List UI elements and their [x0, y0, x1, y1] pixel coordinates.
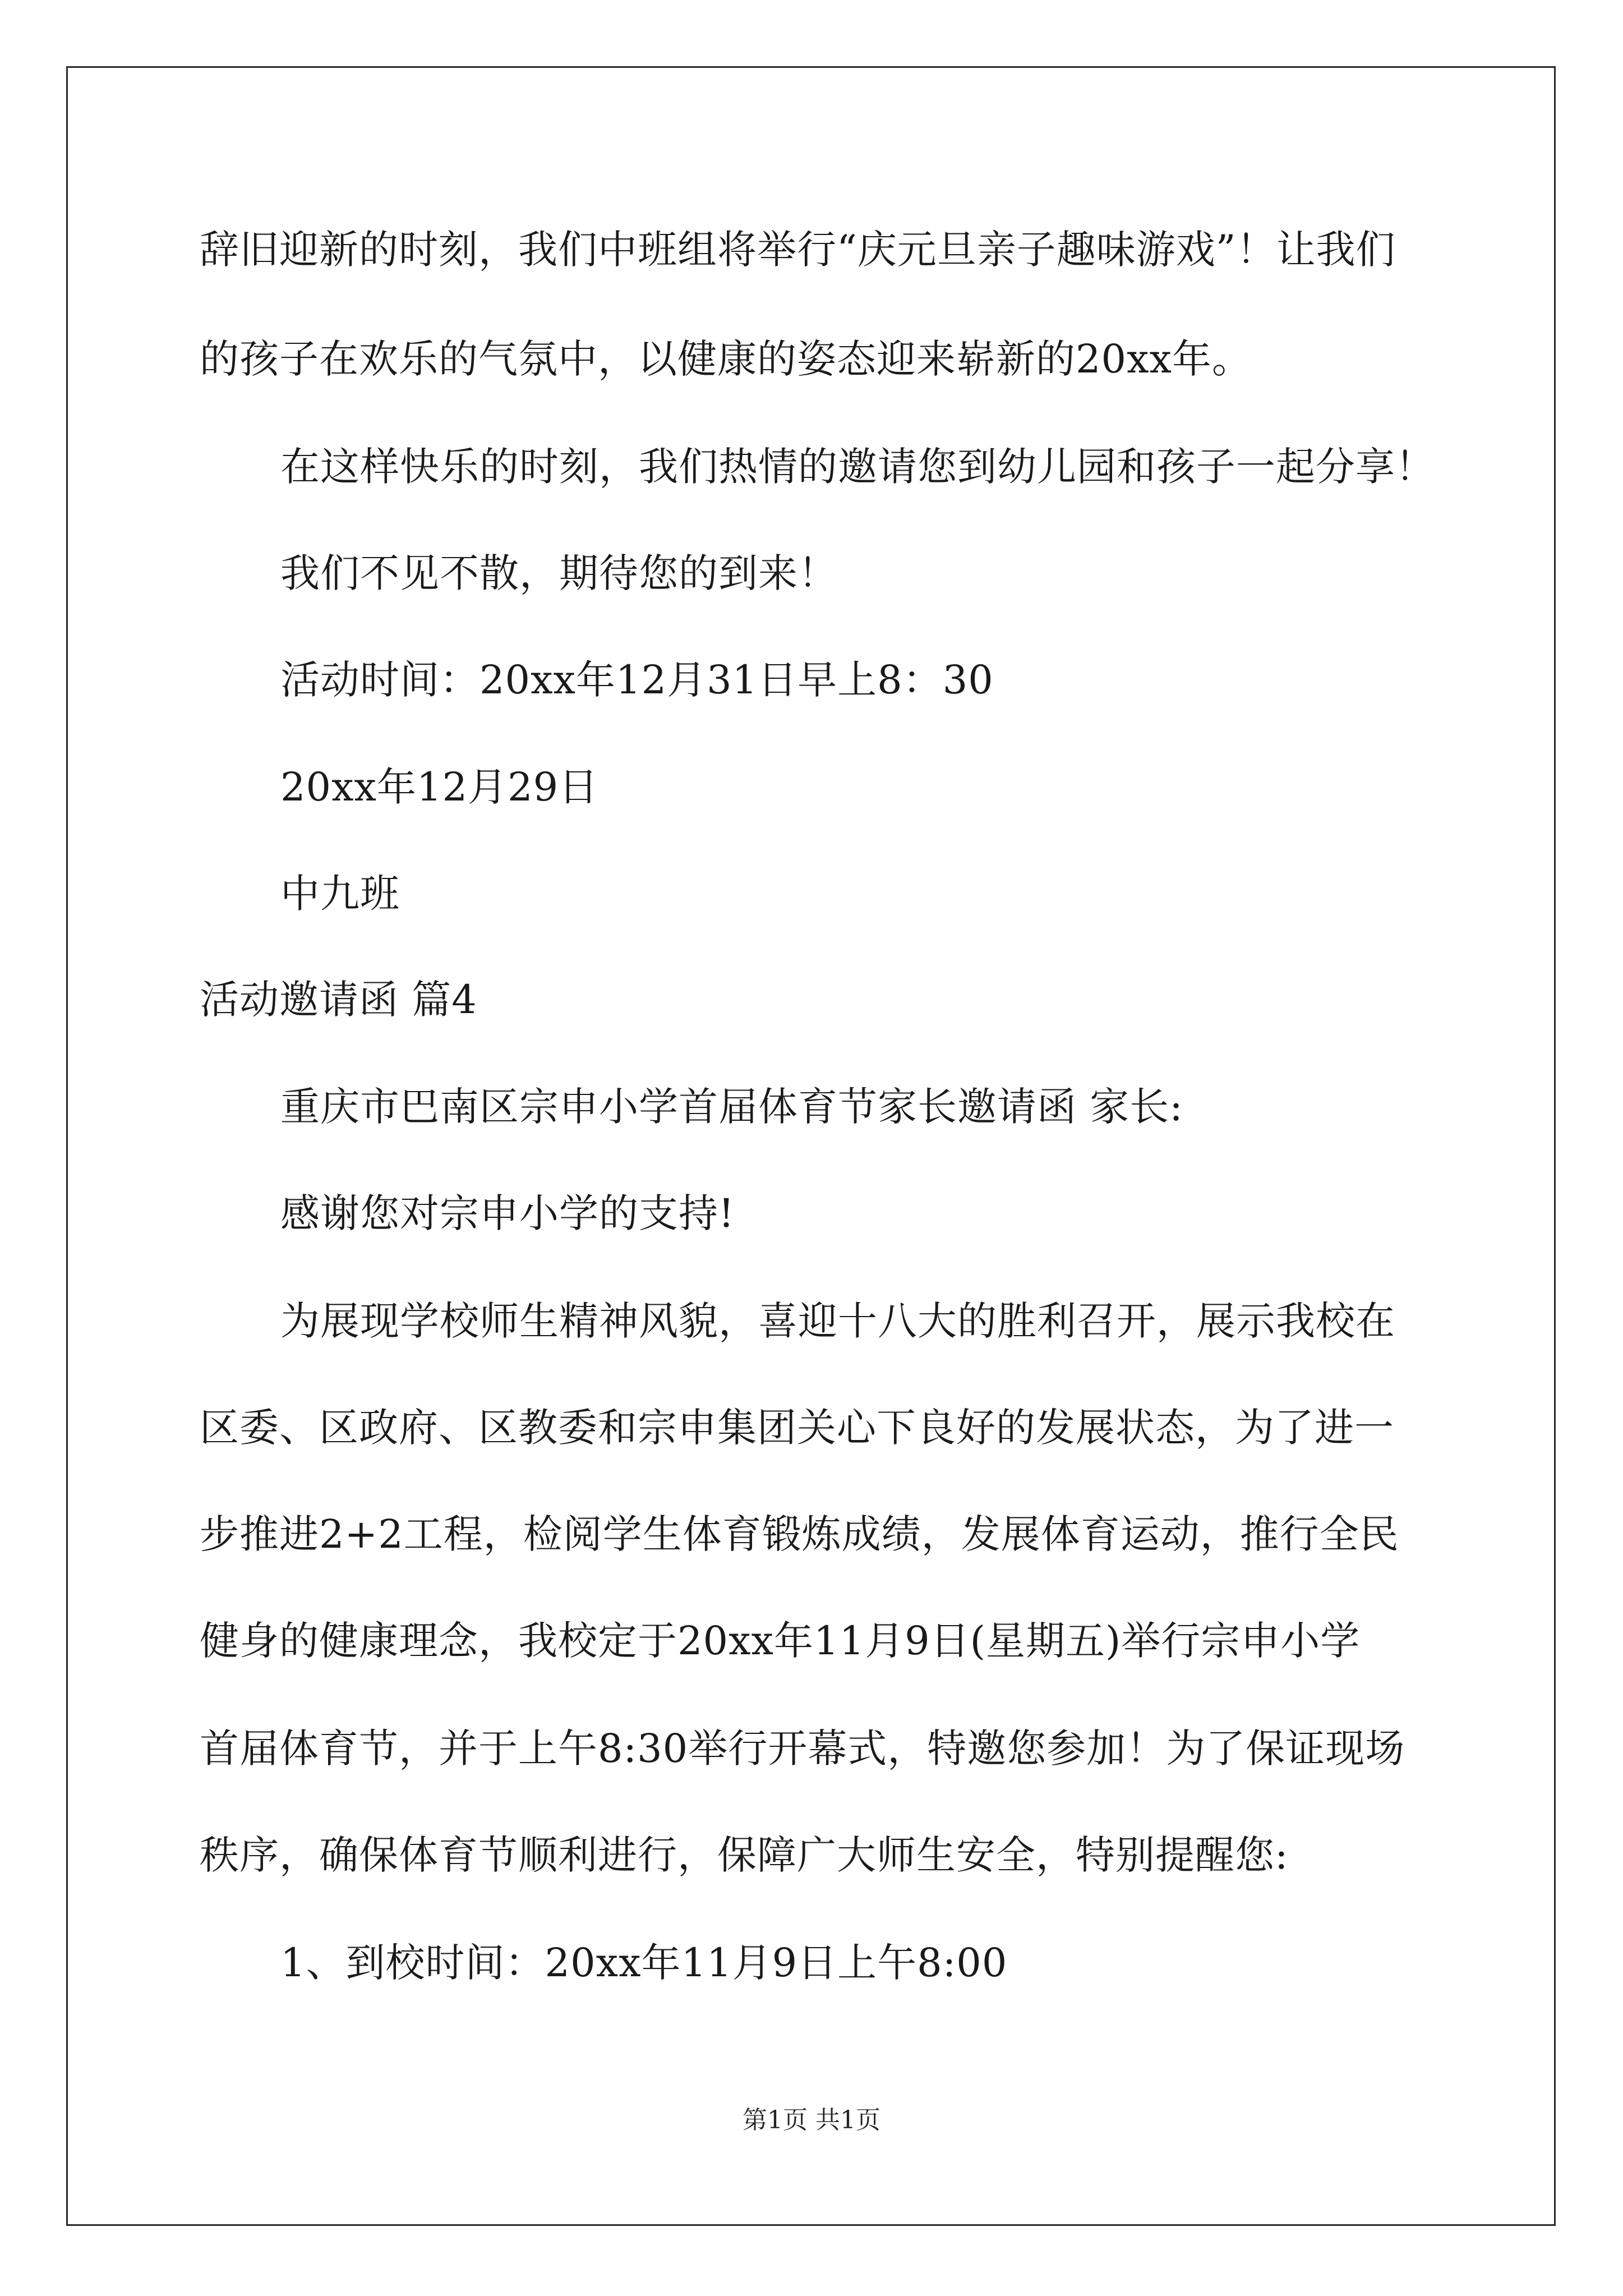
paragraph-line: 首届体育节，并于上午8:30举行开幕式，特邀您参加！为了保证现场 [200, 1726, 1405, 1772]
paragraph-line: 1、到校时间：20xx年11月9日上午8:00 [280, 1940, 1008, 1986]
paragraph-line: 20xx年12月29日 [280, 764, 599, 810]
paragraph-line: 活动时间：20xx年12月31日早上8：30 [280, 657, 994, 703]
paragraph-line: 我们不见不散，期待您的到来！ [280, 550, 838, 596]
page-footer: 第1页 共1页 [743, 2106, 880, 2134]
paragraph-line: 中九班 [280, 871, 400, 917]
paragraph-line: 秩序，确保体育节顺利进行，保障广大师生安全，特别提醒您: [200, 1832, 1289, 1878]
paragraph-line: 重庆市巴南区宗申小学首届体育节家长邀请函 家长: [280, 1084, 1183, 1130]
paragraph-line: 步推进2+2工程，检阅学生体育锻炼成绩，发展体育运动，推行全民 [200, 1511, 1399, 1557]
paragraph-line: 健身的健康理念，我校定于20xx年11月9日(星期五)举行宗申小学 [200, 1618, 1361, 1664]
paragraph-line: 在这样快乐的时刻，我们热情的邀请您到幼儿园和孩子一起分享！ [280, 444, 1435, 490]
paragraph-line: 区委、区政府、区教委和宗申集团关心下良好的发展状态，为了进一 [200, 1405, 1394, 1451]
paragraph-line: 辞旧迎新的时刻，我们中班组将举行“庆元旦亲子趣味游戏”！让我们 [200, 227, 1396, 273]
section-heading: 活动邀请函 篇4 [200, 977, 477, 1023]
page-border [66, 66, 1556, 2226]
paragraph-line: 为展现学校师生精神风貌，喜迎十八大的胜利召开，展示我校在 [280, 1298, 1395, 1344]
paragraph-line: 的孩子在欢乐的气氛中，以健康的姿态迎来崭新的20xx年。 [200, 336, 1252, 382]
paragraph-line: 感谢您对宗申小学的支持! [280, 1190, 735, 1236]
